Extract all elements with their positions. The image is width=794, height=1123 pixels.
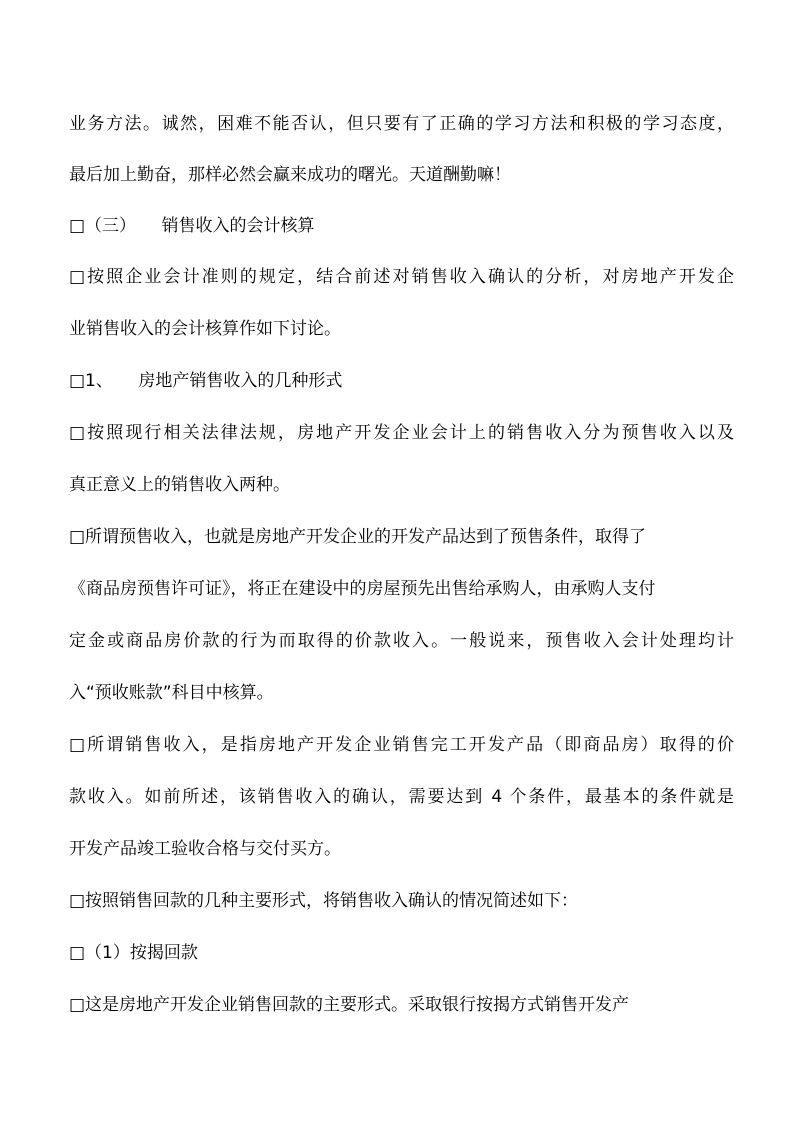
text-line: 款收入。如前所述，该销售收入的确认，需要达到 4 个条件，最基本的条件就是 [69, 787, 734, 807]
text-line: 真正意义上的销售收入两种。 [69, 475, 290, 495]
text-line: □所谓预售收入，也就是房地产开发企业的开发产品达到了预售条件，取得了 [69, 527, 647, 547]
text-line: 《商品房预售许可证》，将正在建设中的房屋预先出售给承购人，由承购人支付 [69, 579, 656, 599]
text-line: 定金或商品房价款的行为而取得的价款收入。一般说来，预售收入会计处理均计 [69, 631, 734, 651]
text-line: □按照销售回款的几种主要形式，将销售收入确认的情况简述如下： [69, 891, 579, 911]
text-line: 入“预收账款”科目中核算。 [69, 683, 274, 703]
text-line: 业务方法。诚然，困难不能否认，但只要有了正确的学习方法和积极的学习态度， [69, 114, 734, 134]
text-line: 最后加上勤奋，那样必然会赢来成功的曙光。天道酬勤嘛！ [69, 165, 511, 185]
text-line: □这是房地产开发企业销售回款的主要形式。采取银行按揭方式销售开发产 [69, 995, 630, 1015]
text-line: □按照企业会计准则的规定，结合前述对销售收入确认的分析，对房地产开发企 [69, 267, 734, 287]
text-line: 开发产品竣工验收合格与交付买方。 [69, 839, 341, 859]
section-heading: □（三） 销售收入的会计核算 [69, 216, 315, 236]
text-line: 业销售收入的会计核算作如下讨论。 [69, 319, 341, 339]
text-line: □所谓销售收入，是指房地产开发企业销售完工开发产品（即商品房）取得的价 [69, 735, 734, 755]
subsection-heading: □1、 房地产销售收入的几种形式 [69, 371, 343, 391]
subsection-heading: □（1）按揭回款 [69, 943, 198, 963]
text-line: □按照现行相关法律法规，房地产开发企业会计上的销售收入分为预售收入以及 [69, 423, 734, 443]
